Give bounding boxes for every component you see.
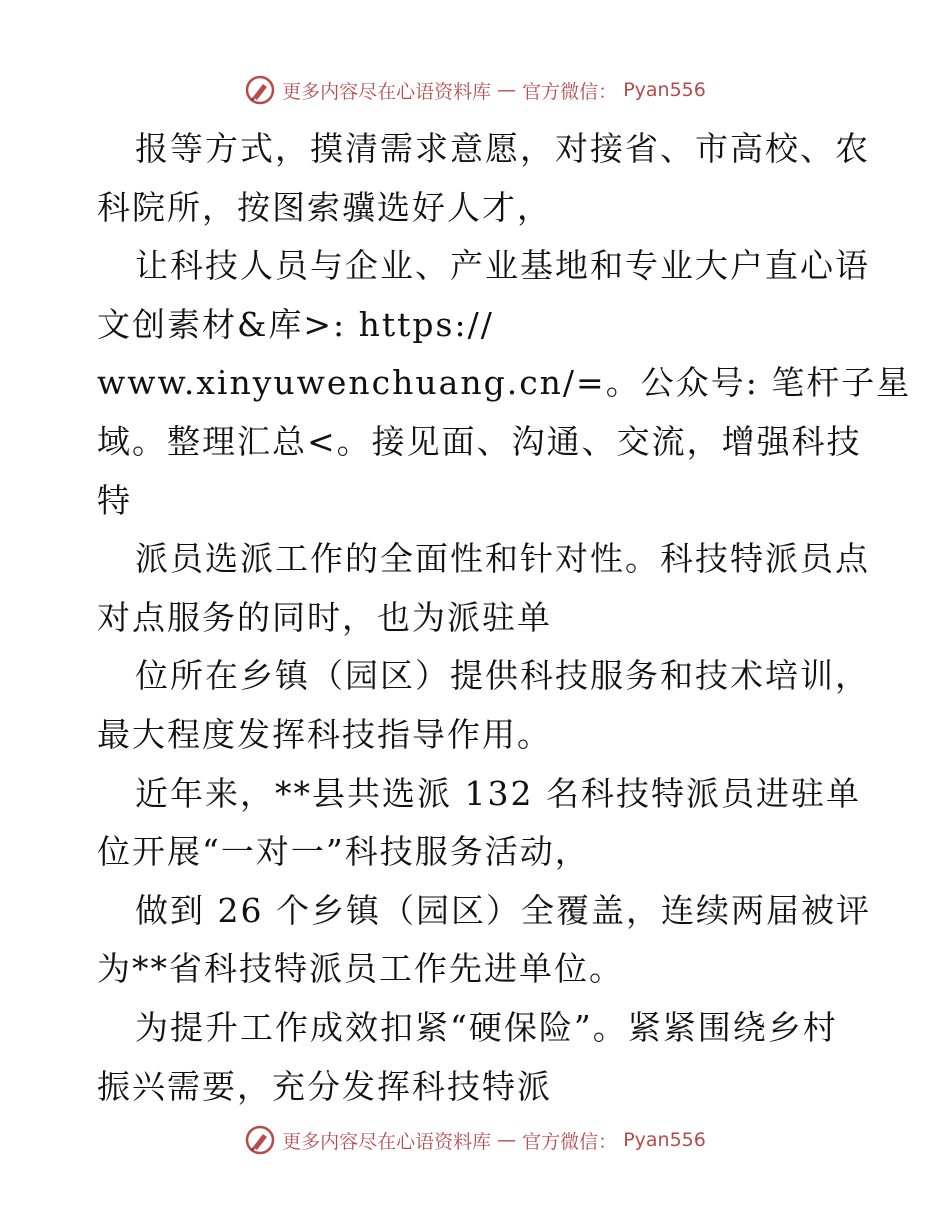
watermark-wechat-account: Pyan556 [623,79,706,101]
watermark-wechat-label: 官方微信： [522,80,618,103]
body-line: 文创素材&库>: https:// [97,304,494,344]
body-line: 做到 26 个乡镇（园区）全覆盖，连续两届被评 [135,890,871,930]
body-line: 位开展“一对一”科技服务活动， [97,832,590,872]
body-line: 特 [97,480,132,520]
body-line: 科院所，按图索骥选好人才， [97,187,552,227]
body-line: 最大程度发挥科技指导作用。 [97,714,552,754]
body-line: 域。整理汇总<。接见面、沟通、交流，增强科技 [97,421,862,461]
body-line: 派员选派工作的全面性和针对性。科技特派员点 [135,539,870,579]
body-line: 让科技人员与企业、产业基地和专业大户直心语 [135,246,870,286]
body-line: 对点服务的同时，也为派驻单 [97,597,552,637]
watermark-wechat-label: 官方微信： [522,1130,618,1153]
pen-nib-logo-icon [244,1124,276,1156]
body-line: 振兴需要，充分发挥科技特派 [97,1066,552,1106]
footer-watermark [0,1124,950,1156]
watermark-wechat-account: Pyan556 [623,1129,706,1151]
body-line: 为**省科技特派员工作先进单位。 [97,949,624,989]
watermark-separator: — [497,79,517,101]
watermark-text: 更多内容尽在心语资料库 [282,80,492,103]
pen-nib-logo-icon [244,74,276,106]
body-line: 为提升工作成效扣紧“硬保险”。紧紧围绕乡村 [135,1007,838,1047]
body-line: 位所在乡镇（园区）提供科技服务和技术培训， [135,656,870,696]
watermark-text: 更多内容尽在心语资料库 [282,1130,492,1153]
watermark-separator: — [497,1129,517,1151]
document-body [97,120,912,1116]
header-watermark [0,74,950,106]
body-line: 近年来，**县共选派 132 名科技特派员进驻单 [135,773,861,813]
body-line: 报等方式，摸清需求意愿，对接省、市高校、农 [135,129,870,168]
body-line: www.xinyuwenchuang.cn/=。公众号: 笔杆子星 [97,363,912,403]
